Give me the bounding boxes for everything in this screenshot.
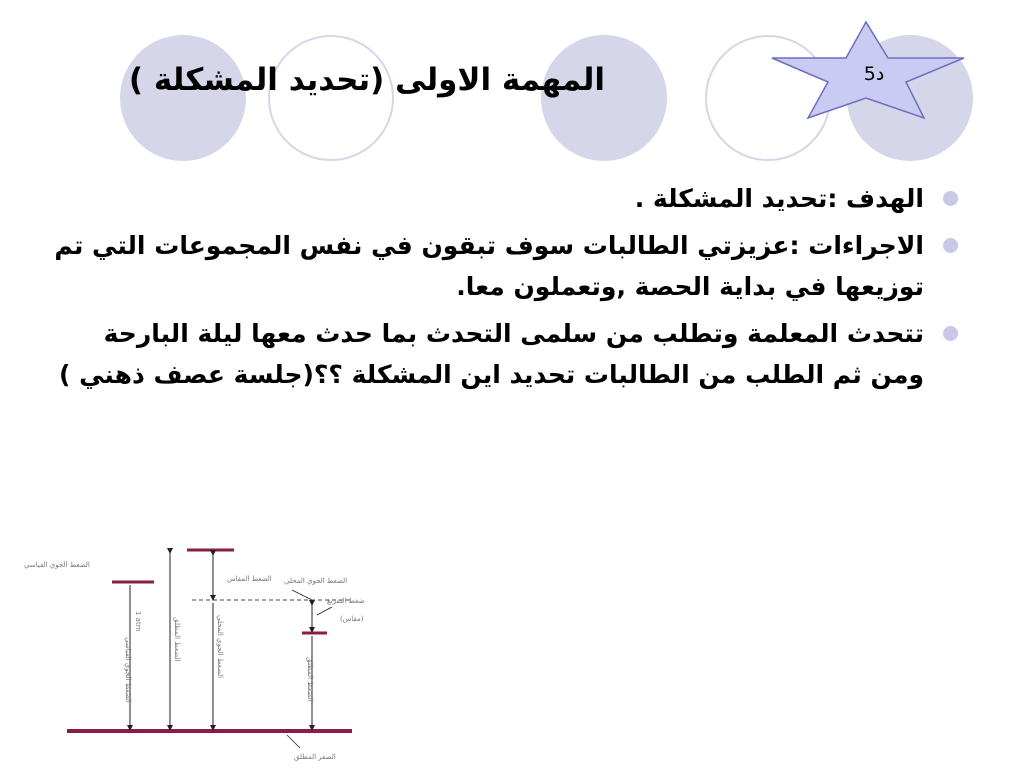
page-title: المهمة الاولى (تحديد المشكلة ) xyxy=(128,62,605,98)
standard-pressure-label: الضغط الجوي القياسي xyxy=(24,561,90,569)
absolute-vertical-label: الضغط المطلق xyxy=(173,617,181,662)
vacuum-pressure-label: ضغط التفريغ xyxy=(327,597,365,605)
standard-value-label: 1 atm xyxy=(134,611,142,632)
bullet-icon xyxy=(943,238,958,253)
bullet-text: الهدف :تحديد المشكلة . xyxy=(634,184,924,213)
bullet-text: الاجراءات :عزيزتي الطالبات سوف تبقون في نفس المجموعات التي تم توزيعها في بداية الحصة ,وتعملون معا. xyxy=(54,231,924,301)
bullet-icon xyxy=(943,326,958,341)
gauge-pressure-label: الضغط المقاس xyxy=(227,575,272,583)
bullet-item-goal xyxy=(50,178,962,219)
local-pointer-line xyxy=(292,590,312,600)
star-badge xyxy=(770,20,966,120)
bullet-list xyxy=(50,178,962,395)
local-pressure-label: الضغط الجوي المحلي xyxy=(284,577,348,585)
bullet-item-teacher xyxy=(50,313,962,395)
decor-circle-1 xyxy=(120,35,246,161)
standard-vertical-label: الضغط الجوي القياسي xyxy=(124,637,132,703)
vacuum-measured-label: (مقاس) xyxy=(340,615,364,623)
bullet-icon xyxy=(943,191,958,206)
absolute-zero-label: الصفر المطلق xyxy=(294,753,336,761)
bullet-item-procedures xyxy=(50,225,962,307)
star-badge-label: 5د xyxy=(863,63,885,85)
local-vertical-label: الضغط الجوي المحلي xyxy=(216,615,224,679)
vacuum-pointer-line xyxy=(317,607,332,615)
pressure-diagram xyxy=(22,545,382,767)
zero-pointer-line xyxy=(287,735,300,748)
decor-circle-2 xyxy=(268,35,394,161)
bullet-text: تتحدث المعلمة وتطلب من سلمى التحدث بما حدث معها ليلة البارحة ومن ثم الطلب من الطالبات تحديد اين المشكلة ؟؟(جلسة عصف ذهني ) xyxy=(58,319,924,389)
decor-circle-3 xyxy=(541,35,667,161)
absolute-vacuum-label: الضغط المطلق xyxy=(306,657,314,702)
